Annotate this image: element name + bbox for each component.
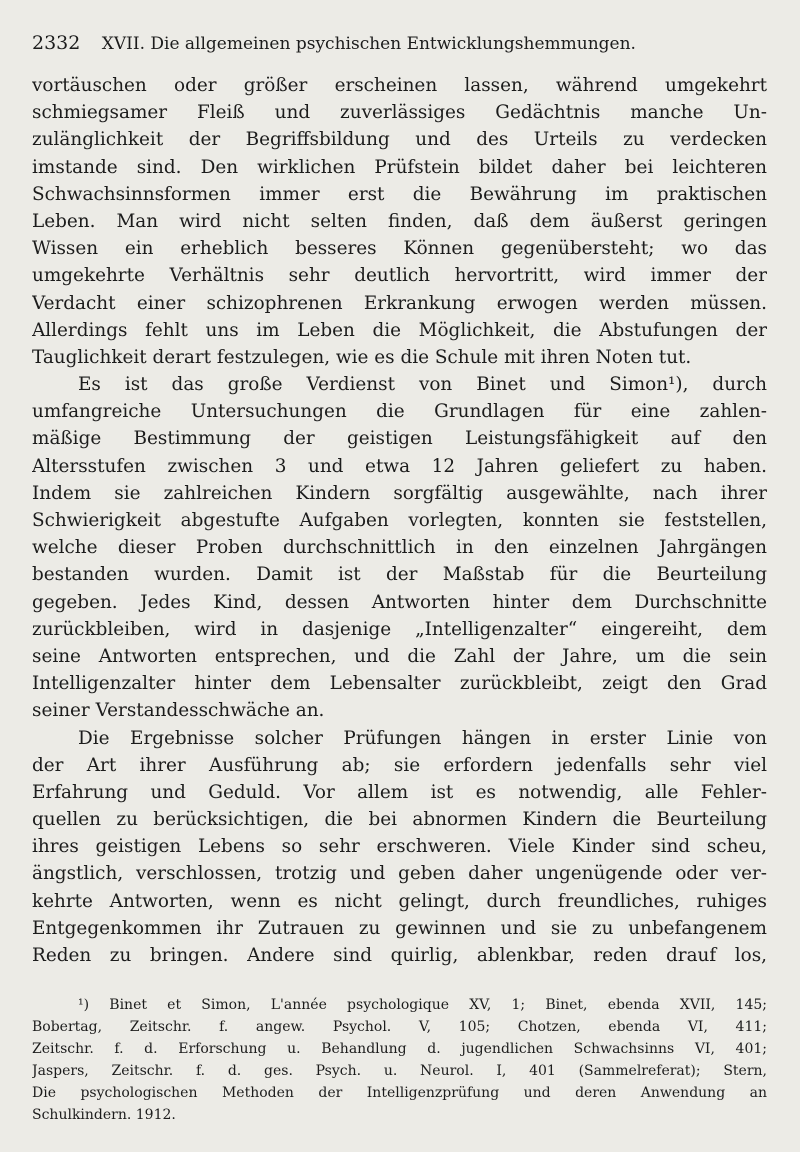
body-line: Es ist das große Verdienst von Binet und Simon¹), durch — [78, 374, 767, 396]
body-line: Leben. Man wird nicht selten finden, daß dem äußerst geringen — [32, 210, 767, 232]
footnote — [32, 994, 767, 1126]
body-line: mäßige Bestimmung der geistigen Leistungsfähigkeit auf den — [32, 428, 767, 450]
body-line: quellen zu berücksichtigen, die bei abnormen Kindern die Beurteilung — [32, 809, 767, 831]
body-line: Allerdings fehlt uns im Leben die Möglichkeit, die Abstufungen der — [32, 319, 767, 341]
body-line: Indem sie zahlreichen Kindern sorgfältig ausgewählte, nach ihrer — [32, 482, 767, 504]
body-line: umgekehrte Verhältnis sehr deutlich hervortritt, wird immer der — [32, 265, 767, 287]
body-line: Schwachsinnsformen immer erst die Bewährung im praktischen — [32, 183, 767, 205]
running-header — [32, 32, 772, 54]
body-line: welche dieser Proben durchschnittlich in den einzelnen Jahrgängen — [32, 537, 767, 559]
body-line: vortäuschen oder größer erscheinen lassen, während umgekehrt — [32, 75, 767, 96]
body-text — [32, 72, 767, 969]
body-line: zurückbleiben, wird in dasjenige „Intelligenzalter“ eingereiht, dem — [32, 618, 767, 640]
body-line: Intelligenzalter hinter dem Lebensalter zurückbleibt, zeigt den Grad — [32, 673, 767, 695]
footnote-line: Bobertag, Zeitschr. f. angew. Psychol. V, 105; Chotzen, ebenda VI, 411; — [32, 1019, 767, 1035]
body-line: seiner Verstandesschwäche an. — [32, 700, 325, 722]
body-line: kehrte Antworten, wenn es nicht gelingt, durch freundliches, ruhiges — [32, 890, 767, 912]
body-line: Tauglichkeit derart festzulegen, wie es die Schule mit ihren Noten tut. — [32, 346, 692, 368]
running-title: XVII. Die allgemeinen psychischen Entwicklungshemmungen. — [101, 34, 636, 54]
body-line: schmiegsamer Fleiß und zuverlässiges Gedächtnis manche Un- — [32, 102, 767, 124]
body-line: ängstlich, verschlossen, trotzig und geben daher ungenügende oder ver- — [32, 863, 767, 885]
body-line: gegeben. Jedes Kind, dessen Antworten hinter dem Durchschnitte — [32, 591, 767, 613]
body-line: Erfahrung und Geduld. Vor allem ist es notwendig, alle Fehler- — [32, 781, 767, 803]
body-line: der Art ihrer Ausführung ab; sie erfordern jedenfalls sehr viel — [32, 754, 767, 776]
body-line: bestanden wurden. Damit ist der Maßstab für die Beurteilung — [32, 564, 767, 586]
body-line: Altersstufen zwischen 3 und etwa 12 Jahren geliefert zu haben. — [32, 455, 767, 477]
body-line: Schwierigkeit abgestufte Aufgaben vorlegten, konnten sie feststellen, — [32, 510, 767, 531]
body-line: Die Ergebnisse solcher Prüfungen hängen in erster Linie von — [78, 727, 767, 749]
body-line: seine Antworten entsprechen, und die Zahl der Jahre, um die sein — [32, 645, 767, 667]
body-line: imstande sind. Den wirklichen Prüfstein bildet daher bei leichteren — [32, 156, 767, 178]
footnote-line: Jaspers, Zeitschr. f. d. ges. Psych. u. Neurol. I, 401 (Sammelreferat); Stern, — [32, 1063, 767, 1079]
footnote-line: ¹) Binet et Simon, L'année psychologique XV, 1; Binet, ebenda XVII, 145; — [78, 997, 767, 1013]
footnote-line: Schulkindern. 1912. — [32, 1107, 176, 1123]
body-line: Verdacht einer schizophrenen Erkrankung erwogen werden müssen. — [32, 292, 767, 314]
body-line: zulänglichkeit der Begriffsbildung und des Urteils zu verdecken — [32, 129, 767, 151]
body-line: Wissen ein erheblich besseres Können gegenübersteht; wo das — [32, 238, 767, 260]
body-line: umfangreiche Untersuchungen die Grundlagen für eine zahlen- — [32, 401, 767, 423]
body-line: Reden zu bringen. Andere sind quirlig, ablenkbar, reden drauf los, — [32, 945, 767, 966]
body-line: ihres geistigen Lebens so sehr erschweren. Viele Kinder sind scheu, — [32, 836, 767, 858]
body-line: Entgegenkommen ihr Zutrauen zu gewinnen und sie zu unbefangenem — [32, 917, 767, 939]
page-number: 2332 — [32, 32, 81, 54]
footnote-line: Die psychologischen Methoden der Intelligenzprüfung und deren Anwendung an — [32, 1085, 767, 1101]
footnote-line: Zeitschr. f. d. Erforschung u. Behandlung d. jugendlichen Schwachsinns VI, 401; — [32, 1041, 767, 1057]
